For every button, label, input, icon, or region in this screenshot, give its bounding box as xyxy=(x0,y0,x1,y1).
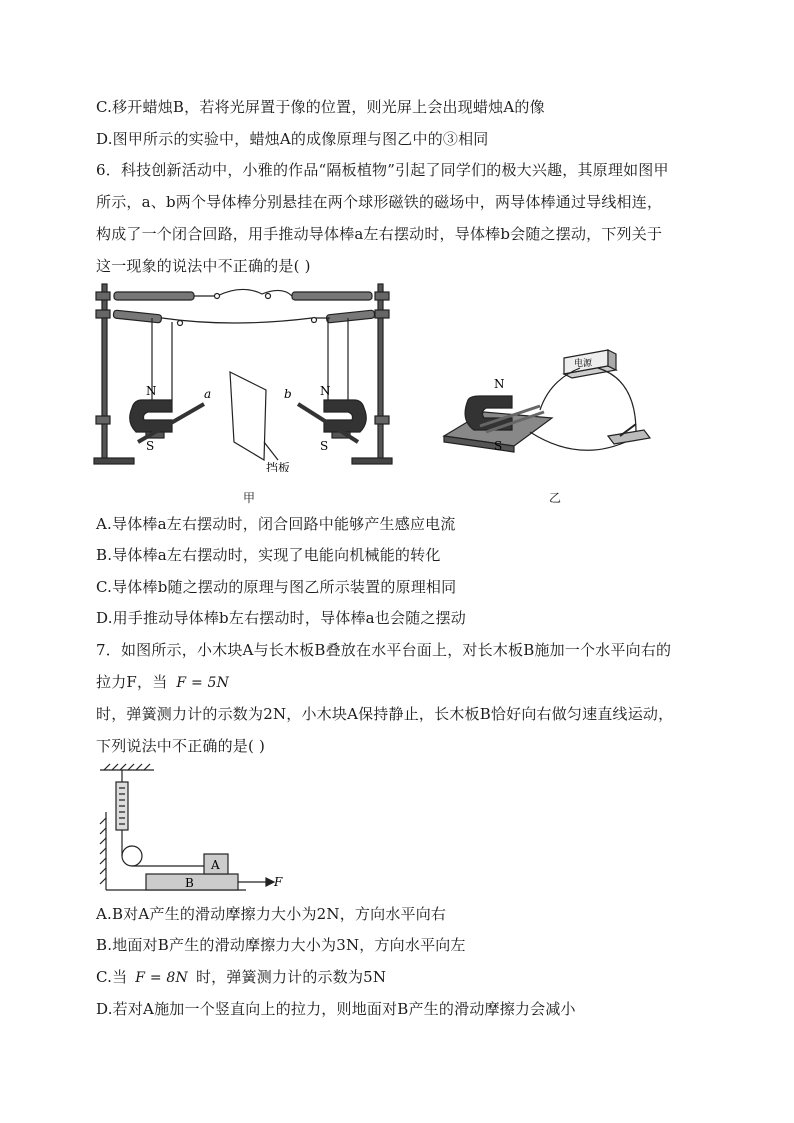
label-power: 电源 xyxy=(574,359,593,369)
q5-option-d: D.图甲所示的实验中，蜡烛A的成像原理与图乙中的③相同 xyxy=(96,130,489,148)
label-s-right: S xyxy=(320,439,329,453)
label-rod-b: b xyxy=(284,387,292,401)
q7-option-a: A.B对A产生的滑动摩擦力大小为2N，方向水平向右 xyxy=(96,905,447,923)
figure-yi xyxy=(440,340,660,465)
label-s-left: S xyxy=(146,439,155,453)
q6-stem-line-2: 所示，a、b两个导体棒分别悬挂在两个球形磁铁的磁场中，两导体棒通过导线相连， xyxy=(96,193,663,211)
q7-formula-f8: F = 8N xyxy=(135,970,188,986)
label-baffle: 挡板 xyxy=(266,461,291,472)
label-block-a: A xyxy=(211,858,220,872)
q7-stem-text: 拉力F，当 xyxy=(96,673,168,691)
q6-option-b: B.导体棒a左右摆动时，实现了电能向机械能的转化 xyxy=(96,546,441,564)
caption-yi: 乙 xyxy=(549,491,562,505)
q7-option-b: B.地面对B产生的滑动摩擦力大小为3N，方向水平向左 xyxy=(96,936,466,954)
figure-q7 xyxy=(96,762,296,894)
q6-option-c: C.导体棒b随之摆动的原理与图乙所示装置的原理相同 xyxy=(96,578,457,596)
q7-option-c xyxy=(96,967,386,988)
label-board-b: B xyxy=(185,876,194,890)
label-force-f: F xyxy=(274,875,283,889)
label-rod-a: a xyxy=(204,387,212,401)
q6-option-a: A.导体棒a左右摆动时，闭合回路中能够产生感应电流 xyxy=(96,515,456,533)
q7-stem-line-3: 时，弹簧测力计的示数为2N，小木块A保持静止，长木板B恰好向右做匀速直线运动， xyxy=(96,705,674,723)
q6-stem-line-3: 构成了一个闭合回路，用手推动导体棒a左右摆动时，导体棒b会随之摆动，下列关于 xyxy=(96,225,663,243)
q7-option-c-suffix: 时，弹簧测力计的示数为5N xyxy=(195,968,387,986)
q7-formula-f5: F = 5N xyxy=(176,675,230,691)
label-n-right: N xyxy=(320,384,331,398)
q7-stem-line-2 xyxy=(96,672,229,693)
q7-option-d: D.若对A施加一个竖直向上的拉力，则地面对B产生的滑动摩擦力会减小 xyxy=(96,1000,576,1018)
label-n-yi: N xyxy=(494,377,505,391)
q7-stem-line-1: 7．如图所示，小木块A与长木板B叠放在水平台面上，对长木板B施加一个水平向右的 xyxy=(96,641,672,659)
figure-jia xyxy=(92,282,412,472)
label-n-left: N xyxy=(146,384,157,398)
q7-stem-line-4: 下列说法中不正确的是( ) xyxy=(96,737,266,755)
q6-stem-line-1: 6．科技创新活动中，小雅的作品“隔板植物”引起了同学们的极大兴趣，其原理如图甲 xyxy=(96,161,669,179)
q7-option-c-prefix: C.当 xyxy=(96,968,128,986)
q6-option-d: D.用手推动导体棒b左右摆动时，导体棒a也会随之摆动 xyxy=(96,609,467,627)
q6-stem-line-4: 这一现象的说法中不正确的是( ) xyxy=(96,257,311,275)
caption-jia: 甲 xyxy=(243,491,256,505)
label-s-yi: S xyxy=(494,439,503,453)
q5-option-c: C.移开蜡烛B，若将光屏置于像的位置，则光屏上会出现蜡烛A的像 xyxy=(96,98,545,116)
